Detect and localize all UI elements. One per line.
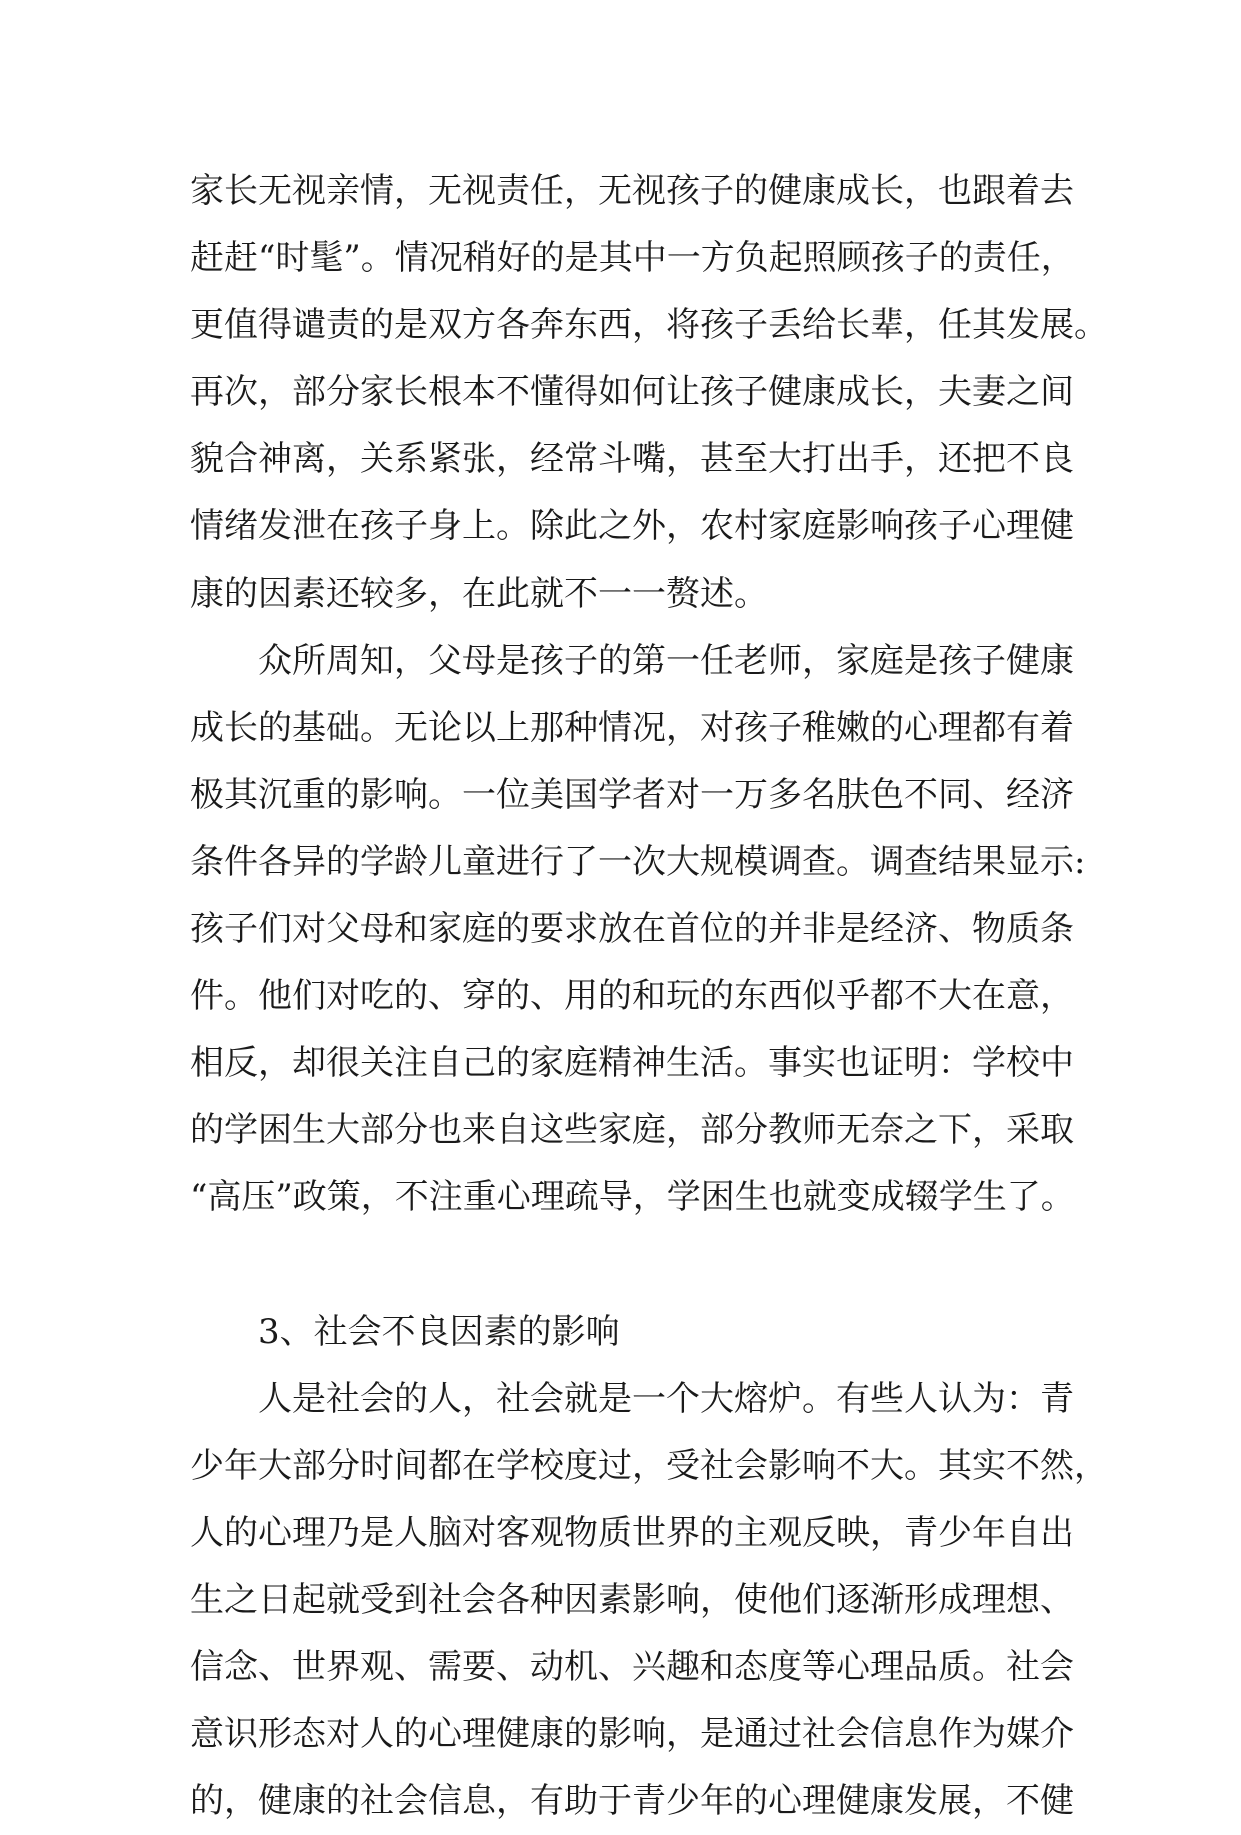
text-line: 的，健康的社会信息，有助于青少年的心理健康发展，不健	[190, 1781, 1074, 1822]
text-line: 极其沉重的影响。一位美国学者对一万多名肤色不同、经济	[190, 774, 1074, 815]
text-line: 人是社会的人，社会就是一个大熔炉。有些人认为：青	[258, 1378, 1074, 1419]
paragraph-social-influence	[190, 1366, 1108, 1835]
text-line: 的学困生大部分也来自这些家庭，部分教师无奈之下，采取	[190, 1110, 1074, 1151]
text-line: 孩子们对父母和家庭的要求放在首位的并非是经济、物质条	[190, 909, 1074, 950]
text-line: 更值得谴责的是双方各奔东西，将孩子丢给长辈，任其发展。	[190, 305, 1108, 346]
heading-text: 3、社会不良因素的影响	[258, 1311, 620, 1352]
text-line: 再次，部分家长根本不懂得如何让孩子健康成长，夫妻之间	[190, 372, 1074, 413]
text-line: 康的因素还较多，在此就不一一赘述。	[190, 573, 768, 614]
text-line: 条件各异的学龄儿童进行了一次大规模调查。调查结果显示:	[190, 841, 1086, 882]
text-line: 信念、世界观、需要、动机、兴趣和态度等心理品质。社会	[190, 1647, 1074, 1688]
text-line: 成长的基础。无论以上那种情况，对孩子稚嫩的心理都有着	[190, 707, 1074, 748]
text-line: 貌合神离，关系紧张，经常斗嘴，甚至大打出手，还把不良	[190, 439, 1074, 480]
text-line: 生之日起就受到社会各种因素影响，使他们逐渐形成理想、	[190, 1579, 1074, 1620]
text-line: 少年大部分时间都在学校度过，受社会影响不大。其实不然，	[190, 1445, 1108, 1486]
text-line: 人的心理乃是人脑对客观物质世界的主观反映，青少年自出	[190, 1512, 1074, 1553]
text-line: 相反，却很关注自己的家庭精神生活。事实也证明：学校中	[190, 1043, 1074, 1084]
text-line: 情绪发泄在孩子身上。除此之外，农村家庭影响孩子心理健	[190, 506, 1074, 547]
text-line: 意识形态对人的心理健康的影响，是通过社会信息作为媒介	[190, 1714, 1074, 1755]
paragraph-parents-first-teacher	[190, 628, 1086, 1299]
section-heading	[190, 1299, 1070, 1366]
paragraph-family-influence	[190, 158, 1108, 628]
document-body	[190, 158, 1108, 1835]
text-line: 家长无视亲情，无视责任，无视孩子的健康成长，也跟着去	[190, 171, 1074, 211]
text-line: 众所周知，父母是孩子的第一任老师，家庭是孩子健康	[258, 640, 1074, 681]
text-line: 赶赶“时髦”。情况稍好的是其中一方负起照顾孩子的责任，	[190, 238, 1075, 279]
text-line: “高压”政策，不注重心理疏导，学困生也就变成辍学生了。	[190, 1177, 1075, 1218]
text-line: 件。他们对吃的、穿的、用的和玩的东西似乎都不大在意，	[190, 976, 1074, 1017]
text-line	[190, 1232, 1070, 1299]
